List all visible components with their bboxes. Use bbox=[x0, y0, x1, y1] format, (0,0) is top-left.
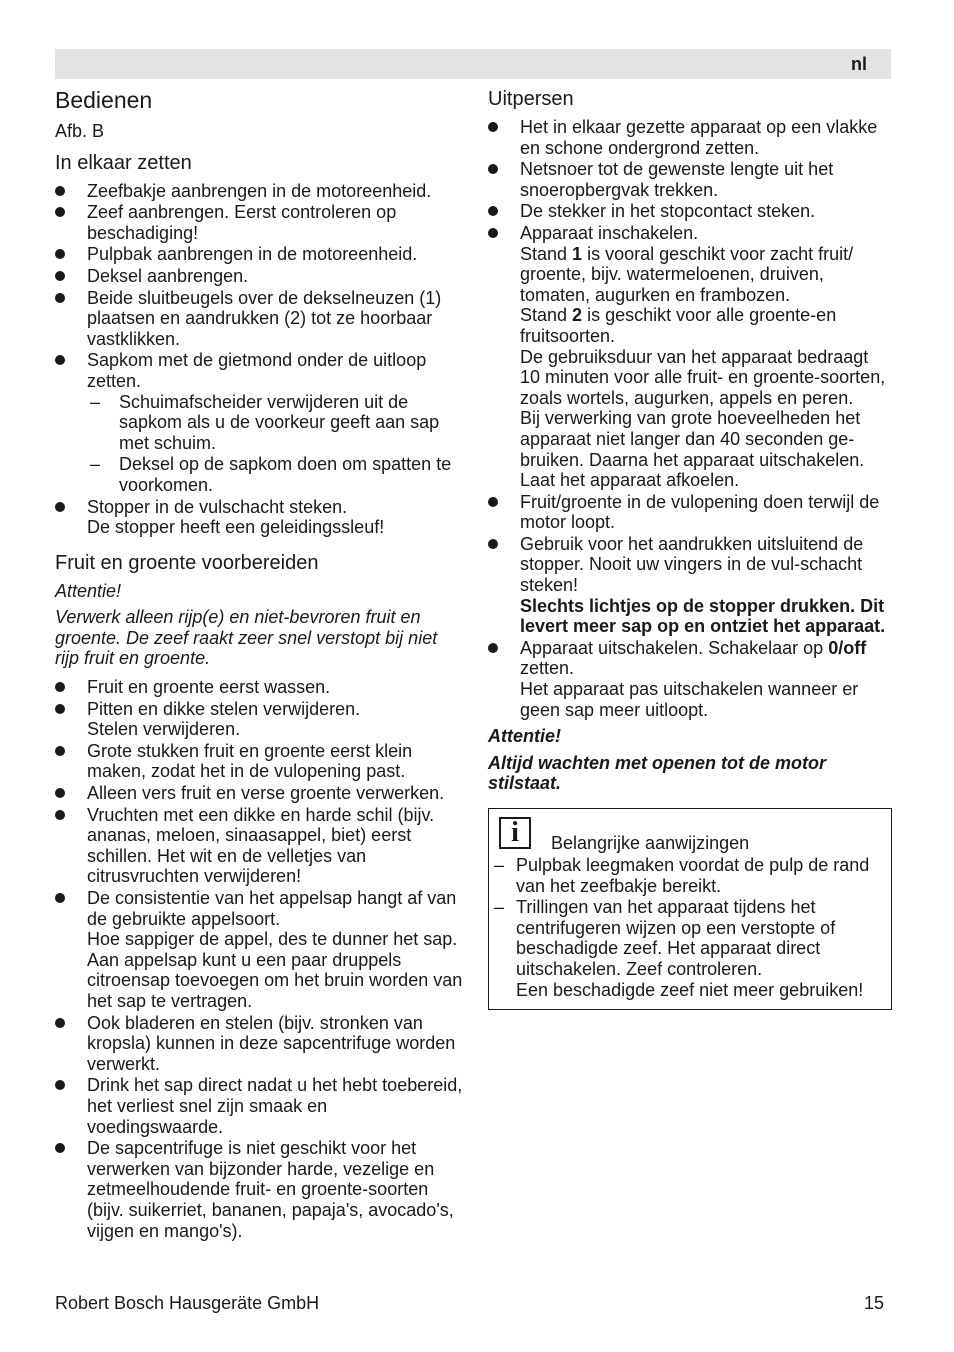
squeeze-heading: Uitpersen bbox=[488, 88, 574, 110]
list-item: Drink het sap direct nadat u het hebt toebereid, het verliest snel zijn smaak en voedingswaarde. bbox=[55, 1075, 465, 1137]
stand-1-note: Stand 1 is vooral geschikt voor zacht fruit/ groente, bijv. watermeloenen, druiven, tomaten, augurken en frambozen. bbox=[520, 243, 854, 305]
list-item bbox=[488, 223, 892, 491]
info-box-title: Belangrijke aanwijzingen bbox=[551, 833, 750, 853]
large-quantity-note: Bij verwerking van grote hoeveelheden het apparaat niet langer dan 40 seconden ge-bruiken. Daarna het apparaat uitschakelen. Laat het apparaat afkoelen. bbox=[520, 408, 865, 491]
sub-list-item: – Deksel op de sapkom doen om spatten te voorkomen. bbox=[87, 454, 465, 495]
info-box bbox=[488, 808, 892, 1010]
figure-reference: Afb. B bbox=[55, 121, 105, 141]
page-number: 15 bbox=[863, 1293, 884, 1313]
list-item: Deksel aanbrengen. bbox=[55, 266, 465, 287]
assemble-heading: In elkaar zetten bbox=[55, 151, 192, 174]
language-bar bbox=[55, 49, 891, 79]
duration-note: De gebruiksduur van het apparaat bedraagt 10 minuten voor alle fruit- en groente-soorten, zoals wortels, augurken, appels en peren. bbox=[520, 346, 886, 408]
stand-2-note: Stand 2 is geschikt voor alle groente-en fruitsoorten. bbox=[520, 305, 837, 346]
info-icon: i bbox=[499, 817, 531, 849]
info-list bbox=[489, 855, 891, 1000]
sub-list-item: – Schuimafscheider verwijderen uit de sapkom als u de voorkeur geeft aan sap met schuim. bbox=[87, 392, 465, 454]
list-item-note: Stelen verwijderen. bbox=[87, 719, 241, 740]
footer-company: Robert Bosch Hausgeräte GmbH bbox=[55, 1293, 320, 1313]
list-item-text: Apparaat inschakelen. bbox=[520, 222, 699, 243]
attention-text: Verwerk alleen rijp(e) en niet-bevroren fruit en groente. De zeef raakt zeer snel verstopt bij niet rijp fruit en groente. bbox=[55, 607, 438, 669]
list-item-note: De stopper heeft een geleidingssleuf! bbox=[87, 517, 385, 538]
attention-label: Attentie! bbox=[55, 580, 122, 601]
list-item: Alleen vers fruit en verse groente verwerken. bbox=[55, 783, 465, 804]
list-item bbox=[55, 497, 465, 538]
list-item-note: Hoe sappiger de appel, des te dunner het sap. Aan appelsap kunt u een paar druppels citroensap toevoegen om het bruin worden van het sap te vertragen. bbox=[87, 929, 463, 1011]
switch-off-text: Apparaat uitschakelen. Schakelaar op 0/off zetten. bbox=[520, 637, 867, 679]
prepare-list bbox=[55, 677, 465, 1241]
list-item: Ook bladeren en stelen (bijv. stronken van kropsla) kunnen in deze sapcentrifuge worden verwerkt. bbox=[55, 1013, 465, 1075]
list-item-text: Gebruik voor het aandrukken uitsluitend de stopper. Nooit uw vingers in de vul-schacht steken! bbox=[520, 533, 864, 596]
info-box-header bbox=[489, 815, 891, 855]
attention-text: Altijd wachten met openen tot de motor stilstaat. bbox=[488, 752, 827, 794]
list-item: Grote stukken fruit en groente eerst klein maken, zodat het in de vulopening past. bbox=[55, 741, 465, 782]
list-item bbox=[488, 638, 892, 720]
list-item: Beide sluitbeugels over de dekselneuzen (1) plaatsen en aandrukken (2) tot ze hoorbaar vastklikken. bbox=[55, 288, 465, 350]
list-item-text: Stopper in de vulschacht steken. bbox=[87, 496, 348, 517]
section-title: Bedienen bbox=[55, 87, 153, 113]
list-item: Vruchten met een dikke en harde schil (bijv. ananas, meloen, sinaasappel, biet) eerst schillen. Het wit en de velletjes van citrusvruchten verwijderen! bbox=[55, 805, 465, 887]
assemble-list bbox=[55, 181, 465, 538]
sub-list bbox=[87, 392, 465, 496]
info-list-item bbox=[489, 897, 891, 1000]
list-item: Zeef aanbrengen. Eerst controleren op beschadiging! bbox=[55, 202, 465, 243]
list-item-text: Sapkom met de gietmond onder de uitloop zetten. bbox=[87, 350, 427, 391]
list-item-text: Pitten en dikke stelen verwijderen. bbox=[87, 698, 361, 719]
list-item bbox=[55, 699, 465, 740]
list-item: De stekker in het stopcontact steken. bbox=[488, 201, 892, 222]
list-item: Netsnoer tot de gewenste lengte uit het snoeropbergvak trekken. bbox=[488, 159, 892, 200]
prepare-heading: Fruit en groente voorbereiden bbox=[55, 551, 319, 574]
list-item: Fruit en groente eerst wassen. bbox=[55, 677, 465, 698]
right-column bbox=[488, 84, 892, 1010]
list-item bbox=[55, 350, 465, 495]
info-list-item-note: Een beschadigde zeef niet meer gebruiken! bbox=[516, 979, 864, 1000]
info-list-item-text: Trillingen van het apparaat tijdens het centrifugeren wijzen op een verstopte of beschadigde zeef. Het apparaat direct uitschakelen. Zeef controleren. bbox=[516, 897, 836, 979]
list-item: Pulpbak aanbrengen in de motoreenheid. bbox=[55, 244, 465, 265]
list-item: Het in elkaar gezette apparaat op een vlakke en schone ondergrond zetten. bbox=[488, 117, 892, 158]
list-item: Fruit/groente in de vulopening doen terwijl de motor loopt. bbox=[488, 492, 892, 533]
list-item bbox=[55, 888, 465, 1012]
squeeze-list bbox=[488, 117, 892, 720]
list-item: Zeefbakje aanbrengen in de motoreenheid. bbox=[55, 181, 465, 202]
info-list-item: – Pulpbak leegmaken voordat de pulp de rand van het zeefbakje bereikt. bbox=[489, 855, 891, 896]
list-item-text: De consistentie van het appelsap hangt af van de gebruikte appelsoort. bbox=[87, 888, 457, 929]
list-item bbox=[488, 534, 892, 637]
left-column bbox=[55, 84, 465, 1242]
attention-label: Attentie! bbox=[488, 726, 561, 747]
list-item: De sapcentrifuge is niet geschikt voor het verwerken van bijzonder harde, vezelige en zetmeelhoudende fruit- en groente-soorten (bijv. suikerriet, bananen, papaja's, avocado's, vijgen en mango's). bbox=[55, 1138, 465, 1241]
language-label: nl bbox=[851, 54, 867, 74]
list-item-note: Het apparaat pas uitschakelen wanneer er geen sap meer uitloopt. bbox=[520, 679, 859, 720]
stopper-warning: Slechts lichtjes op de stopper drukken. Dit levert meer sap op en ontziet het apparaat. bbox=[520, 595, 886, 637]
